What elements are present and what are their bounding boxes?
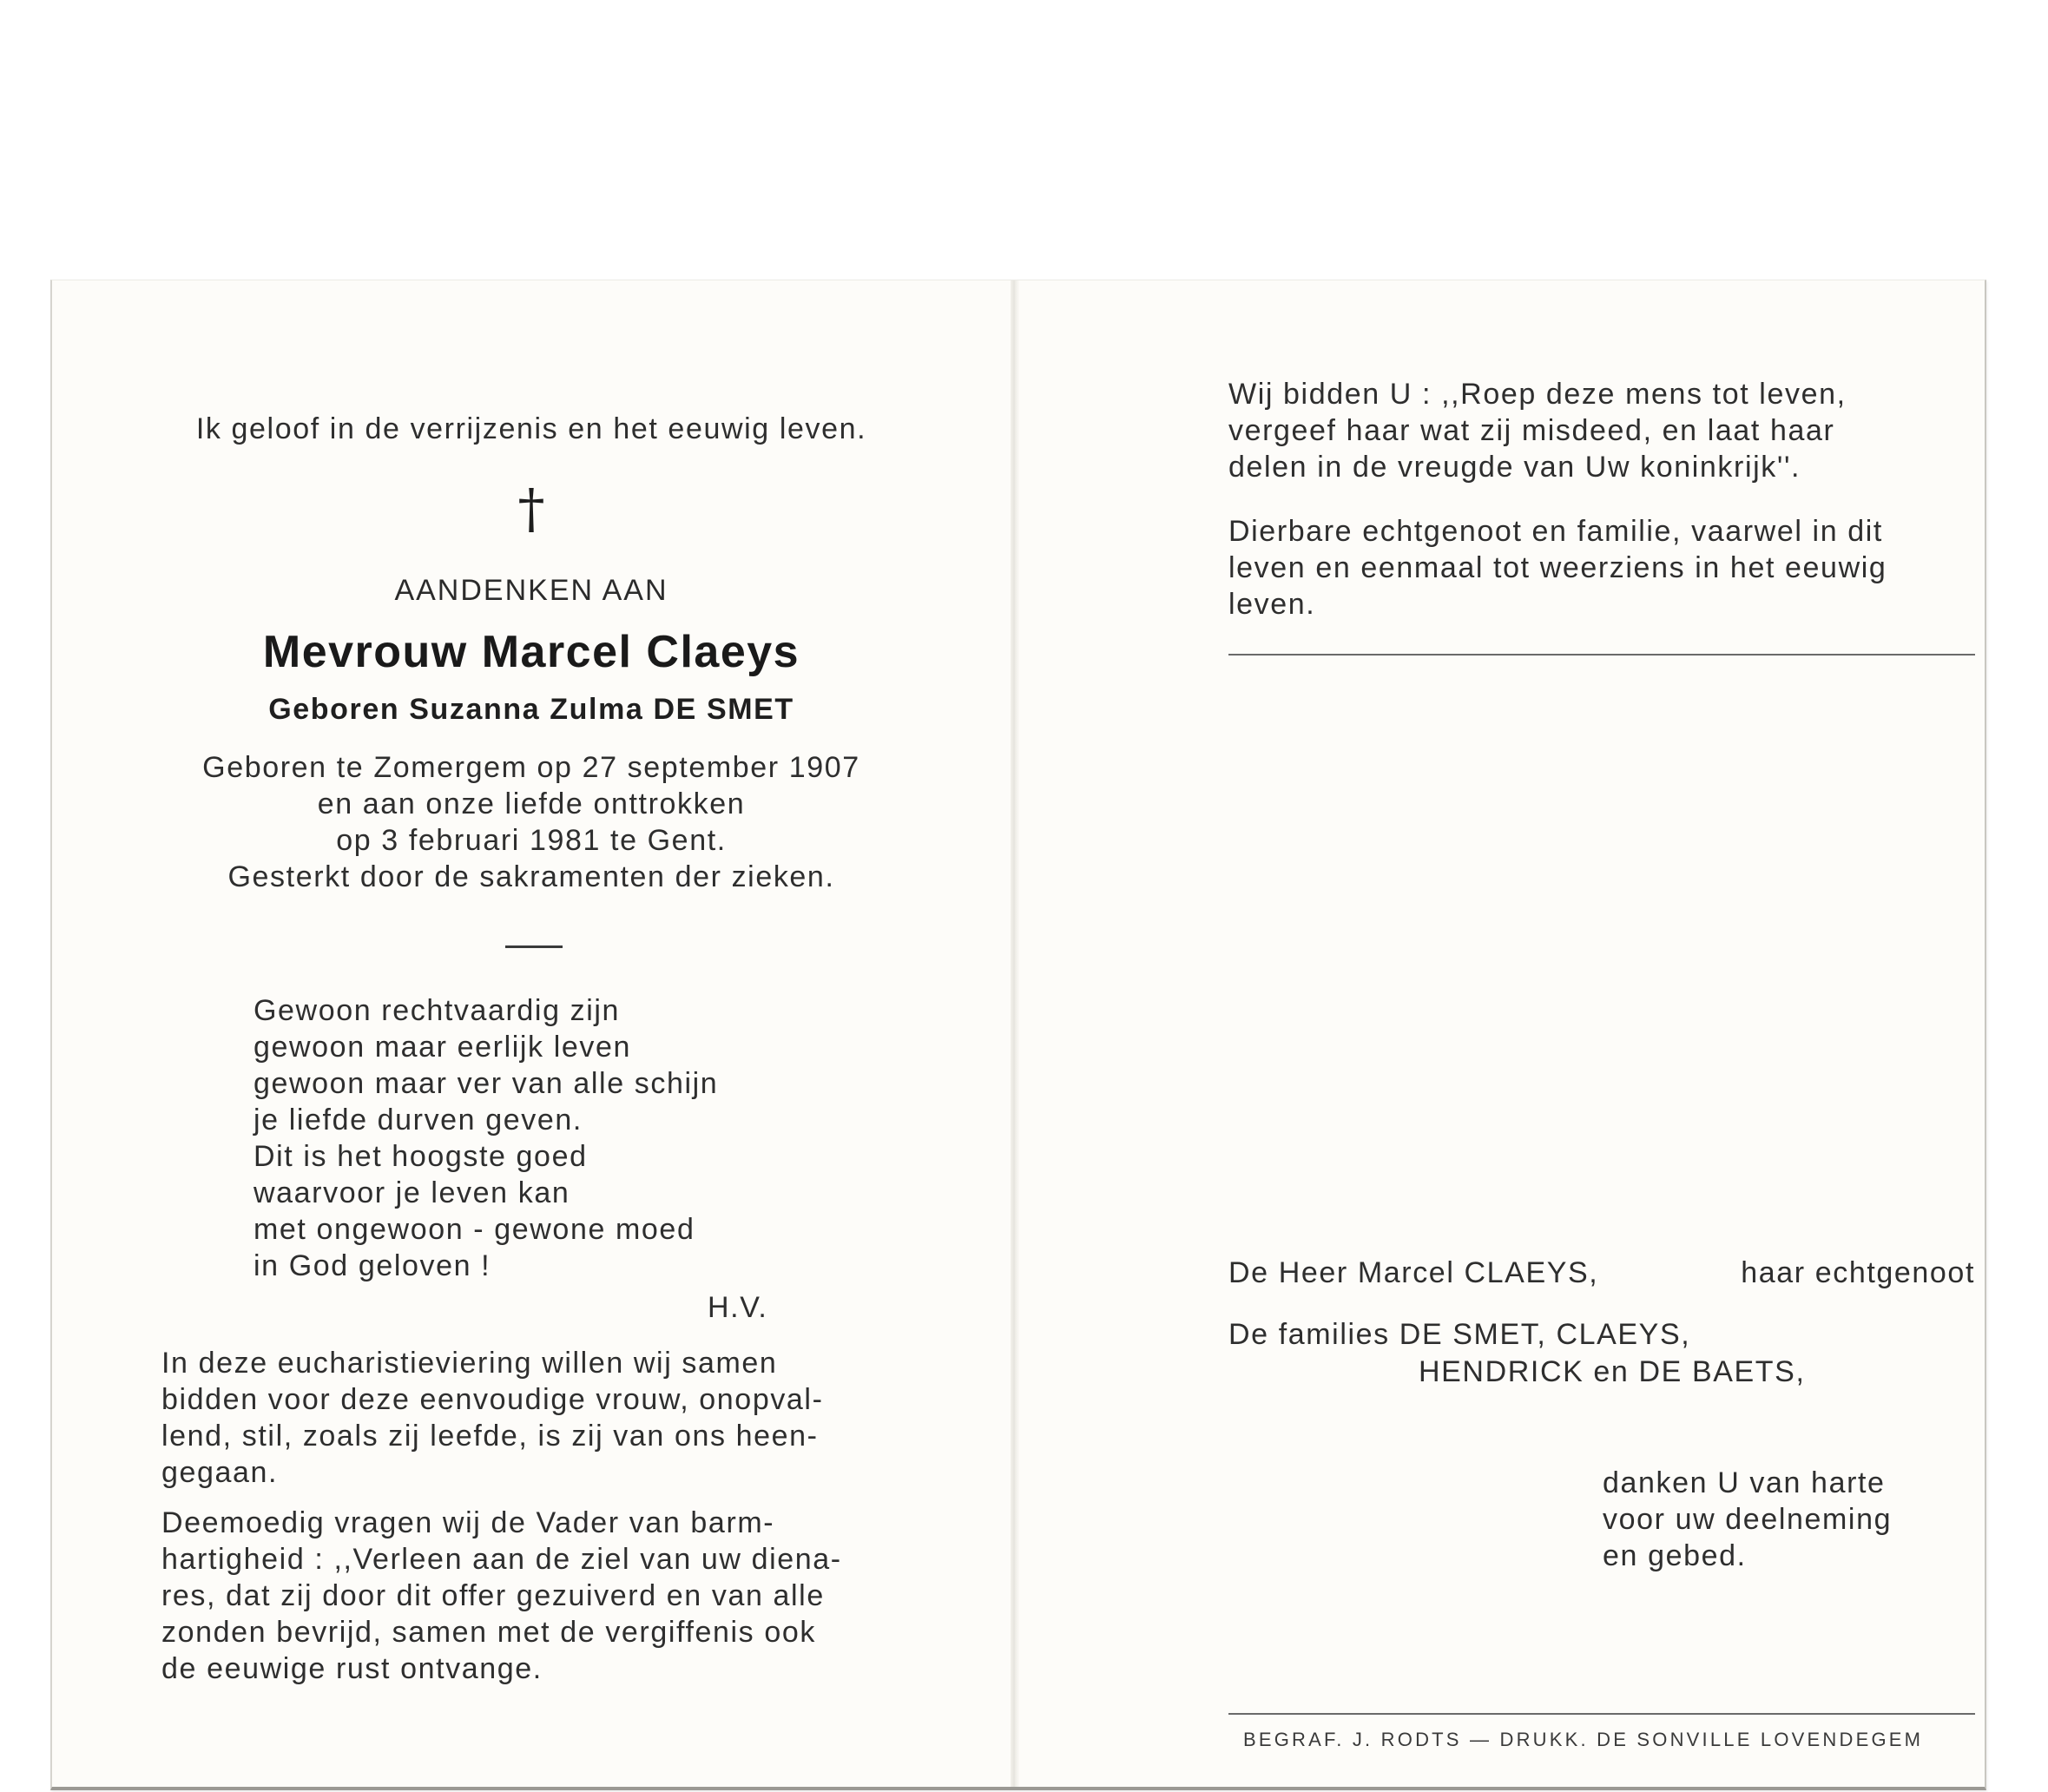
poem-line: met ongewoon - gewone moed	[254, 1213, 695, 1246]
life-dates	[52, 749, 1011, 895]
paragraph-line: hartigheid : ,,Verleen aan de ziel van uw diena-	[161, 1543, 842, 1576]
families-line-2: HENDRICK en DE BAETS,	[1419, 1355, 1806, 1388]
dates-line: en aan onze liefde onttrokken	[317, 787, 746, 820]
paragraph-line: zonden bevrijd, samen met de vergiffenis ook	[161, 1616, 816, 1649]
paragraph-line: bidden voor deze eenvoudige vrouw, onopval-	[161, 1383, 824, 1416]
prayer-text	[1228, 376, 1975, 485]
card-fold	[1011, 280, 1019, 1787]
poem-line: gewoon maar ver van alle schijn	[254, 1067, 719, 1100]
husband-role: haar echtgenoot	[1741, 1256, 1975, 1289]
birth-name: Geboren Suzanna Zulma DE SMET	[268, 693, 794, 726]
farewell-line: leven en eenmaal tot weerziens in het eeuwig	[1228, 551, 1887, 584]
poem-line: gewoon maar eerlijk leven	[254, 1031, 631, 1064]
dates-line: op 3 februari 1981 te Gent.	[336, 824, 727, 857]
thanks-text	[1603, 1465, 1967, 1574]
printer-credit: BEGRAF. J. RODTS — DRUKK. DE SONVILLE LOVENDEGEM	[1243, 1729, 1924, 1750]
thanks-line: en gebed.	[1603, 1539, 1747, 1572]
divider-line	[1228, 654, 1975, 656]
footer-divider	[1228, 1713, 1975, 1715]
dates-line: Gesterkt door de sakramenten der zieken.	[227, 860, 835, 893]
poem-signature: H.V.	[708, 1291, 768, 1324]
poem-line: waarvoor je leven kan	[254, 1176, 570, 1209]
prayer-paragraph	[161, 1505, 908, 1687]
poem-line: in God geloven !	[254, 1249, 491, 1282]
poem-line: Dit is het hoogste goed	[254, 1140, 588, 1173]
farewell-text	[1228, 513, 1975, 623]
husband-name: De Heer Marcel CLAEYS,	[1228, 1256, 1599, 1289]
prayer-line: Wij bidden U : ,,Roep deze mens tot leven,	[1228, 378, 1847, 411]
memorial-heading: AANDENKEN AAN	[394, 574, 668, 607]
paragraph-line: In deze eucharistieviering willen wij samen	[161, 1347, 778, 1380]
prayer-line: vergeef haar wat zij misdeed, en laat haar	[1228, 414, 1835, 447]
paragraph-line: gegaan.	[161, 1456, 279, 1489]
paragraph-line: res, dat zij door dit offer gezuiverd en van alle	[161, 1579, 825, 1612]
paragraph-line: lend, stil, zoals zij leefde, is zij van ons heen-	[161, 1420, 819, 1453]
thanks-line: voor uw deelneming	[1603, 1503, 1893, 1536]
paragraph-line: de eeuwige rust ontvange.	[161, 1652, 543, 1685]
section-divider	[505, 945, 563, 948]
prayer-line: delen in de vreugde van Uw koninkrijk''.	[1228, 451, 1801, 484]
families-line-1: De families DE SMET, CLAEYS,	[1228, 1318, 1691, 1351]
farewell-line: Dierbare echtgenoot en familie, vaarwel in dit	[1228, 515, 1883, 548]
dates-line: Geboren te Zomergem op 27 september 1907	[202, 751, 860, 784]
cross-icon: †	[517, 477, 545, 540]
thanks-line: danken U van harte	[1603, 1466, 1886, 1499]
deceased-name: Mevrouw Marcel Claeys	[262, 627, 800, 677]
left-panel	[52, 280, 1011, 1787]
creed-text: Ik geloof in de verrijzenis en het eeuwig leven.	[195, 412, 867, 445]
poem-line: je liefde durven geven.	[254, 1104, 583, 1136]
poem-line: Gewoon rechtvaardig zijn	[254, 994, 621, 1027]
poem	[254, 992, 809, 1284]
farewell-line: leven.	[1228, 588, 1316, 621]
husband-line	[1228, 1255, 1975, 1291]
memorial-card	[50, 280, 1986, 1790]
eucharist-paragraph	[161, 1345, 908, 1491]
paragraph-line: Deemoedig vragen wij de Vader van barm-	[161, 1506, 775, 1539]
right-panel	[1019, 280, 1985, 1787]
